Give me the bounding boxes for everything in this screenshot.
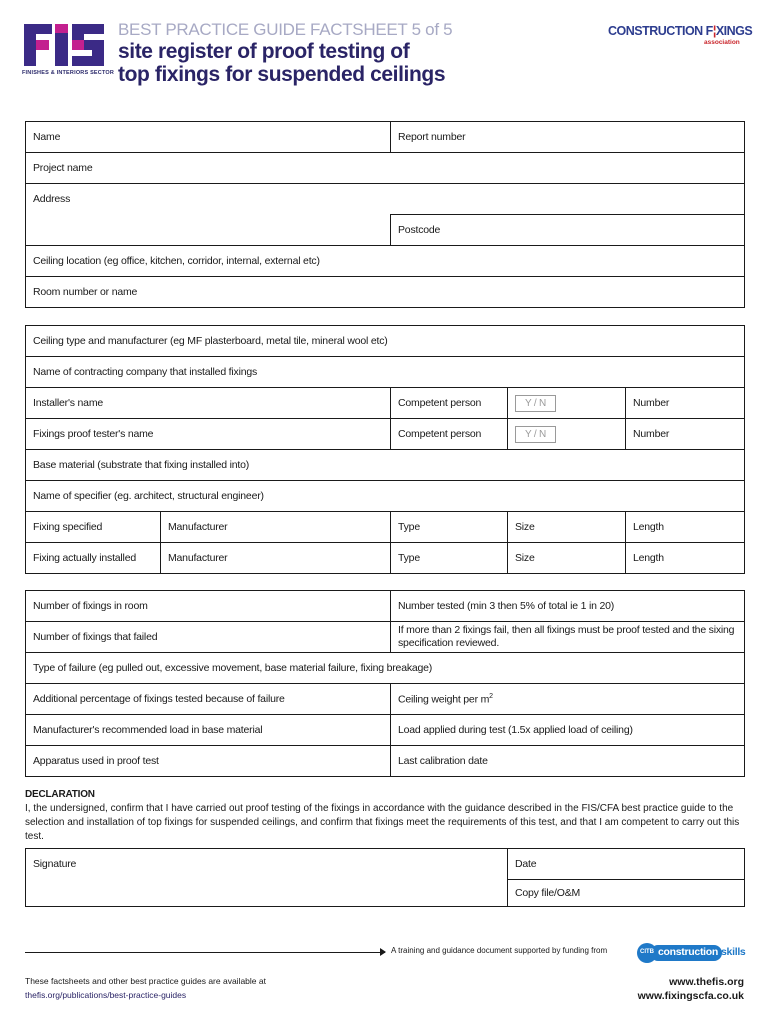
base-material-field[interactable]: Base material (substrate that fixing installed into) (26, 450, 745, 481)
thefis-url-link[interactable]: www.thefis.org (669, 976, 744, 988)
fis-logo-subtitle: FINISHES & INTERIORS SECTOR (22, 70, 115, 76)
competent-person-yn-toggle[interactable]: Y / N (515, 395, 556, 412)
name-field[interactable]: Name (26, 122, 391, 153)
project-details-table (25, 121, 745, 308)
specified-length-field[interactable]: Length (626, 512, 745, 543)
cs-logo-skills: skills (721, 946, 746, 958)
table-row (26, 591, 745, 622)
table-row (26, 326, 745, 357)
ceiling-weight-field[interactable] (391, 684, 745, 715)
competent-person-label: Competent person (391, 388, 508, 419)
table-row (26, 246, 745, 277)
specified-manufacturer-field[interactable]: Manufacturer (161, 512, 391, 543)
declaration-text: I, the undersigned, confirm that I have carried out proof testing of the fixings in accordance with the guidance described in the FIS/CFA best practice guide to the selection and installation of top fixings for suspended ceilings, and confirm that fixings meet the requirements of this test, and that I am competent to carry out this test. (25, 803, 740, 842)
page-title-line1: site register of proof testing of (118, 40, 410, 63)
installed-size-field[interactable]: Size (508, 543, 626, 574)
table-row (26, 746, 745, 777)
table-row (26, 622, 745, 653)
cfa-logo-part1: CONSTRUCTION F (608, 24, 713, 38)
address-field[interactable]: Address (26, 184, 745, 215)
table-row (26, 653, 745, 684)
table-row (26, 880, 745, 907)
apparatus-field[interactable]: Apparatus used in proof test (26, 746, 391, 777)
room-number-field[interactable]: Room number or name (26, 277, 745, 308)
construction-skills-logo (636, 938, 746, 968)
copy-file-field[interactable]: Copy file/O&M (508, 880, 745, 907)
load-applied-field[interactable]: Load applied during test (1.5x applied load of ceiling) (391, 715, 745, 746)
cfa-logo (608, 24, 753, 54)
contracting-company-field[interactable]: Name of contracting company that installed fixings (26, 357, 745, 388)
table-row (26, 481, 745, 512)
specified-type-field[interactable]: Type (391, 512, 508, 543)
page-title (118, 40, 445, 86)
table-row (26, 357, 745, 388)
installed-length-field[interactable]: Length (626, 543, 745, 574)
signature-table (25, 848, 745, 907)
postcode-field[interactable]: Postcode (391, 215, 745, 246)
installers-name-field[interactable]: Installer's name (26, 388, 391, 419)
competent-person-yn-cell (508, 388, 626, 419)
specifier-field[interactable]: Name of specifier (eg. architect, structural engineer) (26, 481, 745, 512)
installed-type-field[interactable]: Type (391, 543, 508, 574)
report-number-field[interactable]: Report number (391, 122, 745, 153)
screw-icon: ¦ (712, 24, 716, 38)
guides-availability-note: These factsheets and other best practice guides are available at (25, 976, 266, 986)
fixingscfa-url-link[interactable]: www.fixingscfa.co.uk (637, 990, 744, 1002)
fixing-installed-label: Fixing actually installed (26, 543, 161, 574)
table-row (26, 543, 745, 574)
table-row (26, 849, 745, 880)
table-row (26, 419, 745, 450)
ceiling-weight-label: Ceiling weight per m (398, 693, 490, 706)
competent-person-label: Competent person (391, 419, 508, 450)
guides-link[interactable]: thefis.org/publications/best-practice-guides (25, 990, 187, 1000)
table-row (26, 715, 745, 746)
table-row (26, 122, 745, 153)
fixings-in-room-field[interactable]: Number of fixings in room (26, 591, 391, 622)
cs-logo-construction: construction (658, 946, 718, 958)
proof-tester-name-field[interactable]: Fixings proof tester's name (26, 419, 391, 450)
table-row (26, 215, 745, 246)
signature-field-continued[interactable] (26, 880, 508, 907)
fis-logo-mark (22, 22, 106, 68)
address-field-continued[interactable] (26, 215, 391, 246)
cs-logo-cfa: CITB (640, 949, 654, 955)
fixings-details-table (25, 325, 745, 574)
date-field[interactable]: Date (508, 849, 745, 880)
additional-percentage-field[interactable]: Additional percentage of fixings tested because of failure (26, 684, 391, 715)
funding-note: A training and guidance document supported by funding from (391, 946, 608, 955)
test-results-table (25, 590, 745, 777)
failure-instruction: If more than 2 fixings fail, then all fixings must be proof tested and the sixing specification reviewed. (391, 622, 745, 653)
failure-type-field[interactable]: Type of failure (eg pulled out, excessive movement, base material failure, fixing breakage) (26, 653, 745, 684)
specified-size-field[interactable]: Size (508, 512, 626, 543)
table-row (26, 684, 745, 715)
signature-field[interactable]: Signature (26, 849, 508, 880)
project-name-field[interactable]: Project name (26, 153, 745, 184)
fixings-failed-field[interactable]: Number of fixings that failed (26, 622, 391, 653)
table-row (26, 184, 745, 215)
declaration (25, 788, 750, 844)
cfa-logo-part2: XINGS (715, 24, 753, 38)
footer-divider (25, 952, 385, 953)
cfa-logo-sub: association (704, 39, 740, 46)
recommended-load-field[interactable]: Manufacturer's recommended load in base material (26, 715, 391, 746)
installer-number-field[interactable]: Number (626, 388, 745, 419)
factsheet-kicker: BEST PRACTICE GUIDE FACTSHEET 5 of 5 (118, 20, 453, 39)
ceiling-type-field[interactable]: Ceiling type and manufacturer (eg MF plasterboard, metal tile, mineral wool etc) (26, 326, 745, 357)
installed-manufacturer-field[interactable]: Manufacturer (161, 543, 391, 574)
number-tested-field[interactable]: Number tested (min 3 then 5% of total ie 1 in 20) (391, 591, 745, 622)
fis-logo (22, 22, 115, 82)
declaration-title: DECLARATION (25, 789, 95, 800)
page-title-line2: top fixings for suspended ceilings (118, 63, 446, 86)
table-row (26, 277, 745, 308)
ceiling-location-field[interactable]: Ceiling location (eg office, kitchen, corridor, internal, external etc) (26, 246, 745, 277)
competent-person-yn-toggle[interactable]: Y / N (515, 426, 556, 443)
tester-number-field[interactable]: Number (626, 419, 745, 450)
cfa-logo-text (608, 24, 752, 38)
arrow-right-icon (380, 948, 386, 956)
table-row (26, 450, 745, 481)
table-row (26, 388, 745, 419)
last-calibration-field[interactable]: Last calibration date (391, 746, 745, 777)
ceiling-weight-superscript: 2 (489, 692, 493, 700)
fixing-specified-label: Fixing specified (26, 512, 161, 543)
competent-person-yn-cell (508, 419, 626, 450)
table-row (26, 153, 745, 184)
table-row (26, 512, 745, 543)
